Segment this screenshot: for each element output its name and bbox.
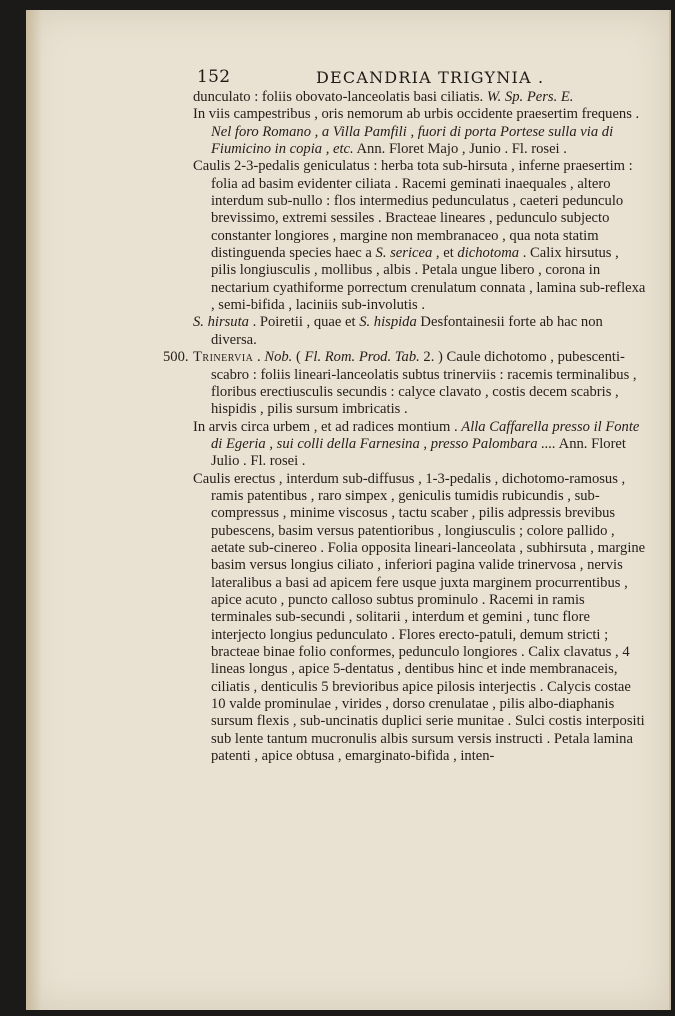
italic-run: Nob.: [264, 349, 293, 366]
italic-run: Alla Caffarella presso il Fonte di Egeria , sui colli della Farnesina , presso Palombara ....: [211, 418, 640, 452]
italic-run: Nel foro Romano , a Villa Pamfili , fuori di porta Portese sulla via di Fiumicino in copia , etc.: [211, 123, 614, 158]
entry-synonym-note: [193, 314, 647, 349]
text-run: Caulis 2-3-pedalis geniculatus : herba tota sub-hirsuta , inferne praesertim : folia ad basim evidenter ciliata . Racemi geminati inaequales , altero interdum sub-nullo : flos intermedius pedunculatus , caeteri pedunculo brevissimo, extremi sessiles . Bracteae lineares , pedunculo subjecto constanter longiores , margine non membranaceo , qua nota statim distinguenda species haec a: [193, 158, 633, 262]
text-run: Desfontainesii forte ab hac non diversa.: [211, 314, 603, 348]
entry-species-500: [163, 349, 647, 418]
entry-description: [193, 158, 647, 314]
entry-habitat: [193, 419, 647, 471]
italic-run: Fl. Rom. Prod. Tab.: [304, 349, 420, 366]
book-page: [26, 10, 671, 1010]
entry-continuation: [193, 89, 647, 106]
italic-run: S. hispida: [359, 314, 417, 331]
text-run: dunculato : foliis obovato-lanceolatis basi ciliatis.: [193, 89, 487, 105]
text-run: Caulis erectus , interdum sub-diffusus , 1-3-pedalis , dichotomo-ramosus , ramis patentibus , raro simpex , geniculis tumidis rubicundis , sub-compressus , minime viscosus , tactu scaber , pilis adpressis brevibus pubescens, basim versus patentioribus , longiusculis ; colore pallido , aetate sub-cinereo . Folia opposita lineari-lanceolata , subhirsuta , margine basim versus longius ciliato , inferiori pagina valide trinervosa , nervis lateralibus a basi ad apicem fere usque juxta marginem procurrentibus , apice acuto , puncto calloso subtus prominulo . Racemi in ramis terminales sub-secundi , solitarii , interdum et gemini , tunc flore interjecto longius pedunculato . Flores erecto-patuli, demum stricti ; bracteae binae folio conformes, pedunculo longiores . Calix clavatus , 4 lineas longus , apice 5-dentatus , dentibus hinc et inde membranaceis, ciliatis , denticulis 5 brevioribus apice pilosis interjectis . Calycis costae 10 valde prominulae , virides , dorso crenulatae , pilis albo-diaphanis sursum flexis , sub-uncinatis duplici serie munitae . Sulci costis interpositi sub lente tantum mucronulis albis sursum versis instructi . Petala lamina patenti , apice obtusa , emarginato-bifida , inten-: [193, 470, 646, 765]
page-gutter-shadow: [26, 10, 42, 1010]
text-run: . Poiretii , quae et: [248, 314, 360, 331]
italic-run: S. hirsuta: [193, 314, 249, 331]
entry-habitat: [193, 106, 647, 158]
text-run: .: [253, 349, 265, 366]
page-number: 152: [197, 67, 231, 87]
italic-run: dichotoma: [457, 245, 520, 262]
species-number: 500.: [163, 349, 189, 366]
text-run: In viis campestribus , oris nemorum ab urbis occidente praesertim frequens .: [193, 106, 640, 123]
text-run: . Calix hirsutus , pilis longiusculis , mollibus , albis . Petala ungue libero , corona in nectarium cyathiforme porrectum crenulatum connata , lamina sub-reflexa , semi-bifida , laciniis sub-involutis .: [211, 245, 646, 314]
text-run: Ann. Floret Majo , Junio . Fl. rosei .: [353, 141, 567, 158]
text-run: In arvis circa urbem , et ad radices montium .: [193, 418, 462, 435]
italic-run: W. Sp. Pers. E.: [486, 89, 574, 105]
text-run: , et: [432, 245, 458, 262]
running-head: DECANDRIA TRIGYNIA .: [316, 68, 545, 87]
text-run: 2. ) Caule dichotomo , pubescenti-scabro : foliis lineari-lanceolatis subtus trinerviis : racemis terminalibus , floribus erectiusculis secundis : calyce clavato , costis decem scabris , hispidis , pilis sursum imbricatis .: [211, 349, 637, 418]
italic-run: S. sericea: [375, 245, 433, 262]
species-name: Trinervia: [193, 349, 254, 366]
text-run: Ann. Floret Julio . Fl. rosei .: [211, 435, 626, 470]
entry-description: [193, 471, 647, 766]
body-text: [163, 89, 647, 765]
text-run: (: [292, 349, 305, 366]
